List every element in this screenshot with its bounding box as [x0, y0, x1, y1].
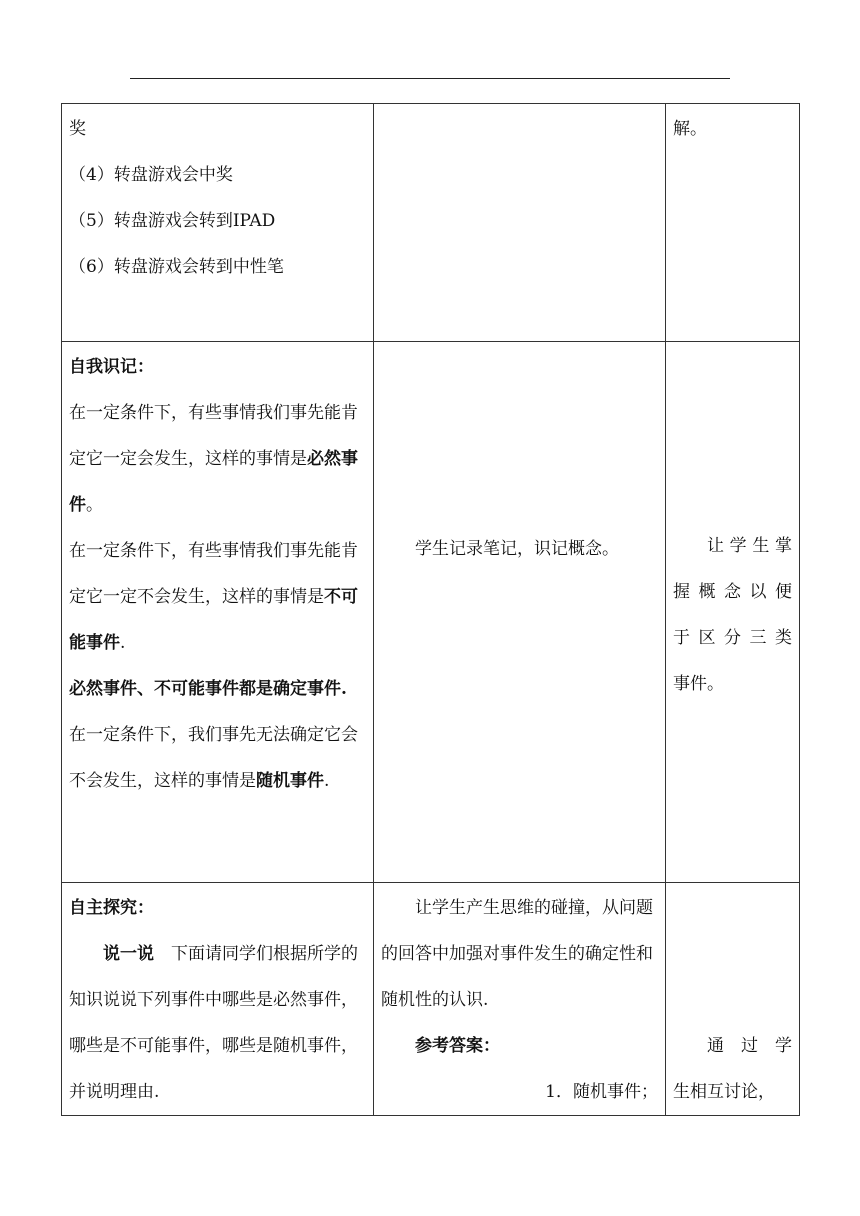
definition-determined: 必然事件、不可能事件都是确定事件.	[69, 679, 347, 699]
table-row	[62, 883, 800, 1116]
text-line: 于区分三类	[673, 628, 792, 648]
answer-item: 1．随机事件；	[545, 1082, 658, 1102]
text-line: （4）转盘游戏会中奖	[69, 165, 233, 185]
text-run: 。	[86, 495, 103, 515]
activity-cell	[62, 104, 374, 342]
student-cell	[374, 883, 666, 1116]
task-prompt	[69, 931, 366, 1115]
section-heading: 自主探究：	[69, 898, 154, 918]
text-run: 在一定条件下，我们事先无法确定它会不会发生，这样的事情是	[69, 725, 358, 791]
text-line: 通过学	[707, 1036, 792, 1056]
activity-cell	[62, 883, 374, 1116]
text-run: .	[120, 633, 126, 653]
text-line: （6）转盘游戏会转到中性笔	[69, 257, 284, 277]
text-line: 让学生掌	[707, 536, 792, 556]
table-row	[62, 104, 800, 342]
student-cell	[374, 104, 666, 342]
definition-certain	[69, 390, 366, 528]
term-certain: 必然事件	[69, 449, 358, 515]
text-line: 生相互讨论，	[673, 1082, 775, 1102]
text-line: 解。	[673, 119, 707, 139]
table-row	[62, 342, 800, 883]
task-label: 说一说	[103, 944, 154, 964]
text-run: 下面请同学们根据所学的知识说说下列事件中哪些是必然事件，哪些是不可能事件，哪些是随机事件，并说明理由.	[69, 944, 358, 1102]
lesson-table	[61, 103, 800, 1116]
intent-cell	[666, 104, 800, 342]
term-impossible: 不可能事件	[69, 587, 358, 653]
text-run: 在一定条件下，有些事情我们事先能肯定它一定会发生，这样的事情是	[69, 403, 358, 469]
header-rule	[130, 78, 730, 79]
section-heading: 自我识记：	[69, 357, 154, 377]
term-random: 随机事件	[256, 771, 324, 791]
text-line: 事件。	[673, 674, 724, 694]
intent-cell	[666, 883, 800, 1116]
definition-random	[69, 712, 366, 804]
text-run: .	[324, 771, 330, 791]
text-line: （5）转盘游戏会转到IPAD	[69, 211, 276, 231]
student-activity: 让学生产生思维的碰撞，从问题的回答中加强对事件发生的确定性和随机性的认识.	[381, 898, 653, 1010]
text-line: 奖	[69, 119, 86, 139]
text-line: 握概念以便	[673, 582, 792, 602]
text-run: 在一定条件下，有些事情我们事先能肯定它一定不会发生，这样的事情是	[69, 541, 358, 607]
definition-impossible	[69, 528, 366, 666]
answer-label: 参考答案：	[415, 1036, 500, 1056]
student-cell	[374, 342, 666, 883]
activity-cell	[62, 342, 374, 883]
intent-cell	[666, 342, 800, 883]
intent-text	[673, 523, 792, 707]
student-activity: 学生记录笔记，识记概念。	[415, 539, 619, 559]
